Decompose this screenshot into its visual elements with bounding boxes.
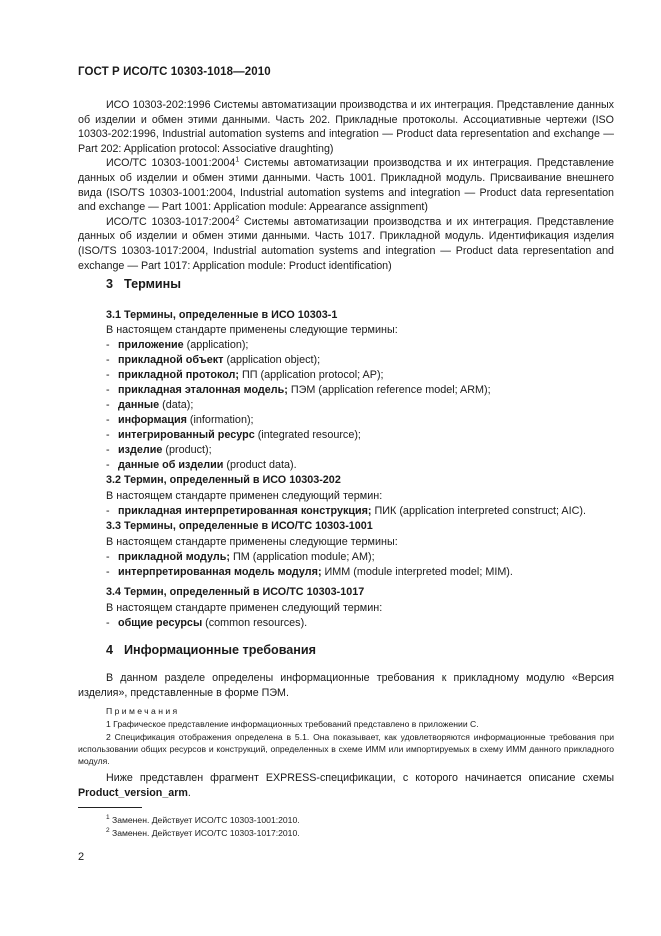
term-item: - прикладной протокол; ПП (application protocol; AP); — [106, 369, 384, 381]
section-4-paragraph: В данном разделе определены информационные требования к прикладному модулю «Версия изделия», представленные в форме ПЭМ. — [78, 672, 614, 699]
schema-name: Product_version_arm — [78, 786, 188, 799]
term-item: - информация (information); — [106, 414, 254, 426]
section-4-heading: 4 Информационные требования — [106, 643, 316, 657]
term-item: - прикладной объект (application object); — [106, 354, 321, 366]
section-4-body — [78, 671, 614, 700]
term-item: - изделие (product); — [106, 444, 212, 456]
subsection-3-4-heading: 3.4 Термин, определенный в ИСО/ТС 10303-1017 — [106, 586, 365, 598]
term-item: - общие ресурсы (common resources). — [106, 617, 308, 629]
page-number: 2 — [78, 851, 85, 863]
footnote-divider — [78, 807, 142, 808]
reference-iso-10303-202: ИСО 10303-202:1996 Системы автоматизации производства и их интеграция. Представление данных об изделии и обмен этими данными. Часть 202. Прикладные протоколы. Ассоциативные чертежи (ISO 10303-202:1996, Industrial automation systems and integration — Product data representation and exchange — Part 202: Application protocol: Associative draughting) — [78, 99, 614, 155]
subsection-3-2-heading: 3.2 Термин, определенный в ИСО 10303-202 — [106, 474, 341, 486]
reference-list — [78, 98, 614, 273]
notes-title: Примечания — [106, 706, 180, 716]
note-1: 1 Графическое представление информационных требований представлено в приложении С. — [106, 719, 479, 729]
term-item: - прикладная эталонная модель; ПЭМ (application reference model; ARM); — [106, 384, 491, 396]
express-intro: Ниже представлен фрагмент EXPRESS-спецификации, с которого начинается описание схемы Product_version_arm. — [78, 772, 614, 799]
subsection-intro: В настоящем стандарте применен следующий термин: — [106, 602, 383, 614]
note-2: 2 Спецификация отображения определена в 5.1. Она показывает, как удовлетворяются информационные требования при использовании общих ресурсов и конструкций, определенных в схеме ИММ или импортируемых в схему ИММ данного прикладного модуля. — [78, 732, 614, 767]
term-item: - данные об изделии (product data). — [106, 459, 297, 471]
subsection-intro: В настоящем стандарте применен следующий термин: — [106, 490, 383, 502]
term-item: - прикладная интерпретированная конструкция; ПИК (application interpreted construct; AIC). — [106, 505, 586, 517]
subsection-intro: В настоящем стандарте применены следующие термины: — [106, 324, 398, 336]
subsection-3-1-heading: 3.1 Термины, определенные в ИСО 10303-1 — [106, 309, 338, 321]
document-header: ГОСТ Р ИСО/ТС 10303-1018—2010 — [78, 66, 271, 78]
term-item: - прикладной модуль; ПМ (application module; AM); — [106, 551, 375, 563]
footnote-marker: 2 — [235, 215, 240, 223]
subsection-intro: В настоящем стандарте применены следующие термины: — [106, 536, 398, 548]
term-item: - интерпретированная модель модуля; ИММ (module interpreted model; MIM). — [106, 566, 513, 578]
footnote-marker: 1 — [235, 156, 240, 164]
term-item: - данные (data); — [106, 399, 194, 411]
reference-iso-ts-10303-1017: ИСО/ТС 10303-1017:2004$^2$ Системы автоматизации производства и их интеграция. Представление данных об изделии и обмен этими данными. Часть 1017. Прикладной модуль. Идентификация изделия (ISO/TS 10303-1017:2004, Industrial automation systems and integration — Product data representation and exchange — Part 1017: Application module: Product identification) — [78, 215, 614, 272]
reference-iso-ts-10303-1001: ИСО/ТС 10303-1001:2004$^1$ Системы автоматизации производства и их интеграция. Представление данных об изделии и обмен этими данными. Часть 1001. Прикладной модуль. Присваивание внешнего вида (ISO/TS 10303-1001:2004, Industrial automation systems and integration — Product data representation and exchange — Part 1001: Application module: Appearance assignment) — [78, 156, 614, 214]
subsection-3-3-heading: 3.3 Термины, определенные в ИСО/ТС 10303-1001 — [106, 520, 373, 532]
term-item: - приложение (application); — [106, 339, 249, 351]
footnote-2: $^2$ Заменен. Действует ИСО/ТС 10303-1017:2010. — [106, 827, 300, 838]
term-item: - интегрированный ресурс (integrated resource); — [106, 429, 361, 441]
footnote-1: $^1$ Заменен. Действует ИСО/ТС 10303-1001:2010. — [106, 814, 300, 825]
section-3-heading: 3 Термины — [106, 277, 182, 291]
